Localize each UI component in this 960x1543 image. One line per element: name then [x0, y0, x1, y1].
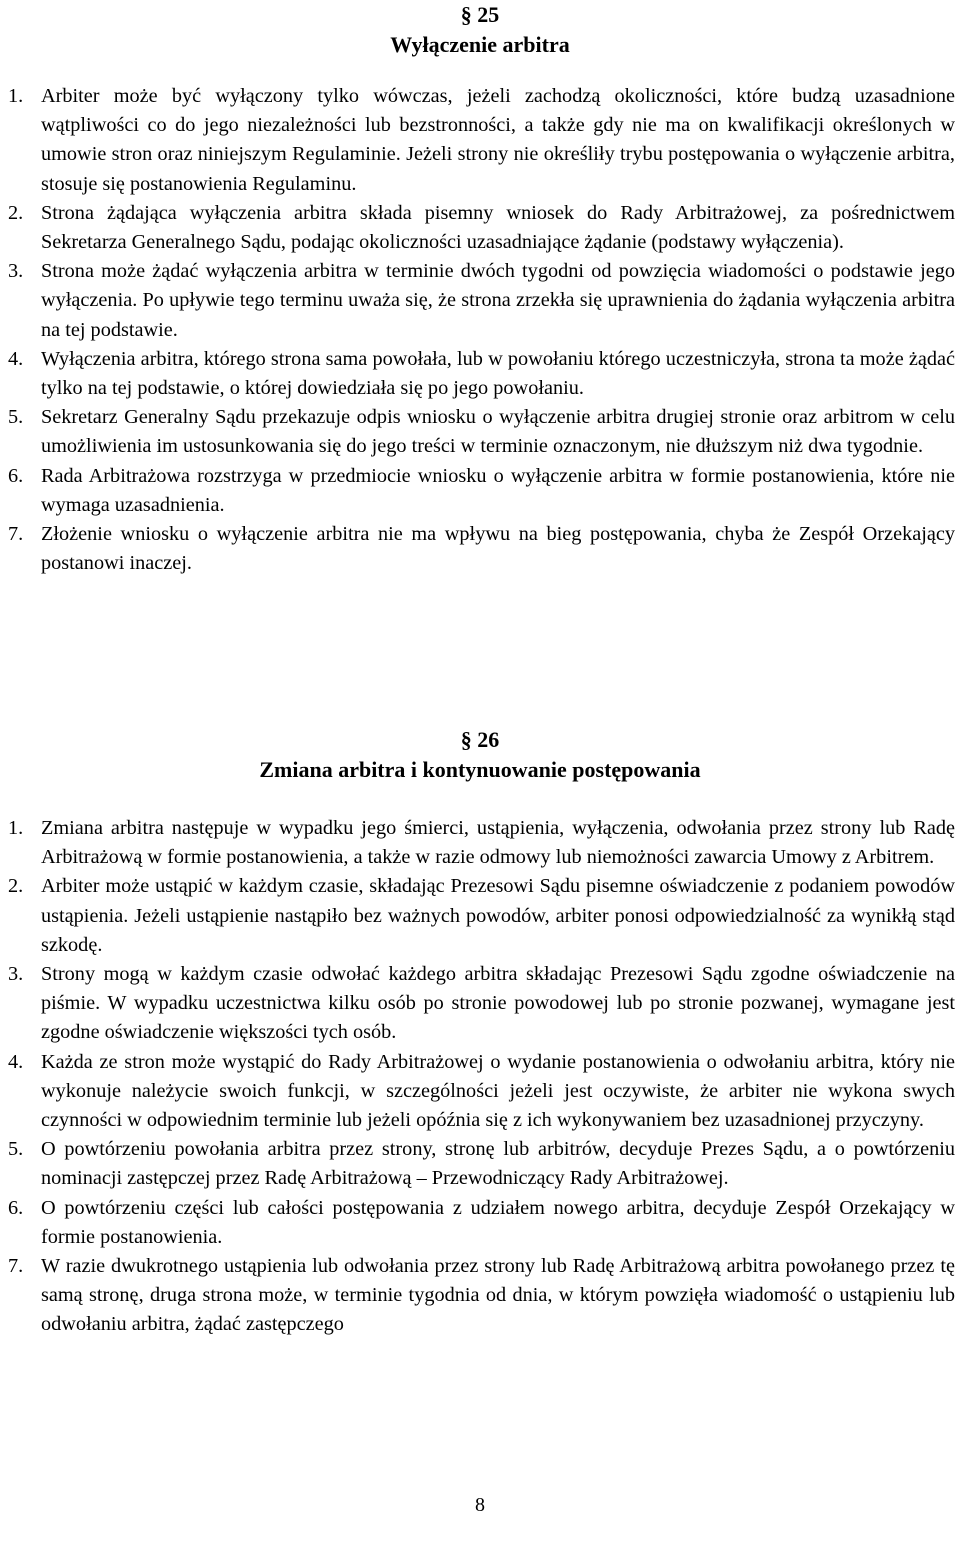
- item-number: 2.: [8, 201, 24, 224]
- list-item: [8, 814, 955, 872]
- section-26-header: [0, 725, 960, 785]
- item-text: Strona żądająca wyłączenia arbitra składa pisemny wniosek do Rady Arbitrażowej, za pośrednictwem Sekretarza Generalnego Sądu, podając okoliczności uzasadniające żądanie (podstawy wyłączenia).: [41, 201, 955, 254]
- list-item: [8, 1048, 955, 1136]
- item-number: 7.: [8, 1255, 24, 1278]
- list-item: [8, 199, 955, 257]
- item-number: 3.: [8, 260, 24, 283]
- section-25-list: [8, 82, 955, 578]
- section-title: Zmiana arbitra i kontynuowanie postępowania: [259, 757, 701, 782]
- list-item: [8, 345, 955, 403]
- item-text: Strony mogą w każdym czasie odwołać każdego arbitra składając Prezesowi Sądu zgodne oświadczenie na piśmie. W wypadku uczestnictwa kilku osób po stronie powodowej lub po stronie pozwanej, wymagane jest zgodne oświadczenie większości tych osób.: [41, 963, 955, 1044]
- item-text: Arbiter może ustąpić w każdym czasie, składając Prezesowi Sądu pisemne oświadczenie z podaniem powodów ustąpienia. Jeżeli ustąpienie nastąpiło bez ważnych powodów, arbiter ponosi odpowiedzialność za wynikłą stąd szkodę.: [41, 875, 955, 956]
- section-number: § 25: [460, 2, 500, 27]
- list-item: [8, 462, 955, 520]
- item-number: 7.: [8, 523, 24, 546]
- item-number: 5.: [8, 1138, 24, 1161]
- page-number: 8: [475, 1494, 485, 1516]
- item-text: Zmiana arbitra następuje w wypadku jego śmierci, ustąpienia, wyłączenia, odwołania przez strony lub Radę Arbitrażową w formie postanowienia, a także w razie odmowy lub niemożności zawarcia Umowy z Arbitrem.: [41, 817, 955, 869]
- list-item: [8, 403, 955, 461]
- item-text: Wyłączenia arbitra, którego strona sama powołała, lub w powołaniu którego uczestniczyła, strona ta może żądać tylko na tej podstawie, o której dowiedziała się po jego powołaniu.: [41, 347, 955, 400]
- item-text: Arbiter może być wyłączony tylko wówczas, jeżeli zachodzą okoliczności, które budzą uzasadnione wątpliwości co do jego niezależności lub bezstronności, a także gdy nie ma on kwalifikacji określonych w umowie stron oraz niniejszym Regulaminie. Jeżeli strony nie określiły trybu postępowania o wyłączenie arbitra, stosuje się postanowienia Regulaminu.: [41, 85, 955, 195]
- item-number: 6.: [8, 464, 24, 487]
- item-text: Sekretarz Generalny Sądu przekazuje odpis wniosku o wyłączenie arbitra drugiej stronie oraz arbitrom w celu umożliwienia im ustosunkowania się do jego treści w terminie oznaczonym, nie dłuższym niż dwa tygodnie.: [41, 406, 955, 458]
- item-text: W razie dwukrotnego ustąpienia lub odwołania przez strony lub Radę Arbitrażową arbitra powołanego przez tę samą stronę, druga strona może, w terminie tygodnia od dnia, w którym powzięła wiadomość o ustąpieniu lub odwołaniu arbitra, żądać zastępczego: [41, 1255, 955, 1336]
- item-number: 1.: [8, 817, 24, 839]
- item-number: 6.: [8, 1196, 24, 1219]
- item-text: Strona może żądać wyłączenia arbitra w terminie dwóch tygodni od powzięcia wiadomości o podstawie jego wyłączenia. Po upływie tego terminu uważa się, że strona zrzekła się uprawnienia do żądania wyłączenia arbitra na tej podstawie.: [41, 260, 955, 341]
- list-item: [8, 82, 955, 199]
- item-text: Każda ze stron może wystąpić do Rady Arbitrażowej o wydanie postanowienia o odwołaniu arbitra, który nie wykonuje należycie swoich funkcji, w szczególności jeżeli jest oczywiste, że arbiter nie wykona swych czynności w odpowiednim terminie lub jeżeli opóźnia się z ich wykonywaniem bez uzasadnionej przyczyny.: [41, 1050, 955, 1132]
- item-text: O powtórzeniu części lub całości postępowania z udziałem nowego arbitra, decyduje Zespół Orzekający w formie postanowienia.: [41, 1196, 955, 1248]
- list-item: [8, 872, 955, 960]
- list-item: [8, 257, 955, 345]
- list-item: [8, 1252, 955, 1340]
- item-number: 5.: [8, 406, 24, 429]
- item-number: 2.: [8, 875, 24, 898]
- item-text: O powtórzeniu powołania arbitra przez strony, stronę lub arbitrów, decyduje Prezes Sądu, a o powtórzeniu nominacji zastępczej przez Radę Arbitrażową – Przewodniczący Rady Arbitrażowej.: [41, 1138, 955, 1190]
- list-item: [8, 1135, 955, 1193]
- item-number: 4.: [8, 347, 24, 370]
- item-text: Rada Arbitrażowa rozstrzyga w przedmiocie wniosku o wyłączenie arbitra w formie postanowienia, które nie wymaga uzasadnienia.: [41, 464, 955, 516]
- list-item: [8, 960, 955, 1048]
- section-26-list: [8, 814, 955, 1340]
- item-number: 3.: [8, 963, 24, 986]
- item-text: Złożenie wniosku o wyłączenie arbitra nie ma wpływu na bieg postępowania, chyba że Zespół Orzekający postanowi inaczej.: [41, 523, 955, 575]
- section-number: § 26: [460, 727, 500, 752]
- item-number: 1.: [8, 85, 24, 107]
- list-item: [8, 1194, 955, 1252]
- section-25-header: [0, 0, 960, 60]
- list-item: [8, 520, 955, 578]
- section-title: Wyłączenie arbitra: [390, 32, 570, 57]
- item-number: 4.: [8, 1050, 24, 1073]
